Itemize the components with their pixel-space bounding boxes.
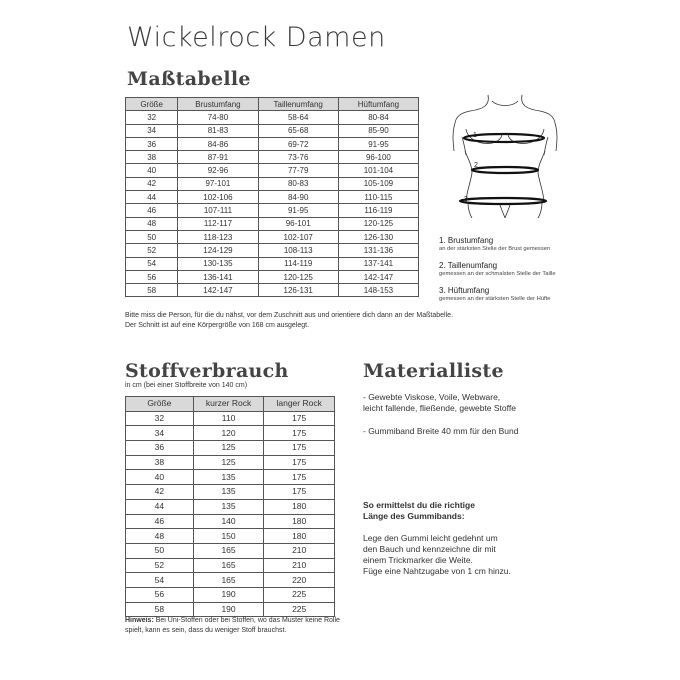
- table-cell: 190: [193, 602, 264, 617]
- table-cell: 46: [126, 204, 178, 217]
- table-row: [126, 499, 335, 514]
- table-cell: 77-79: [258, 164, 338, 177]
- table-cell: 120-125: [258, 270, 338, 283]
- marker-1: 1: [473, 132, 477, 139]
- table-cell: 44: [126, 191, 178, 204]
- column-header: Hüftumfang: [338, 98, 418, 111]
- table-cell: 190: [193, 587, 264, 602]
- table-cell: 114-119: [258, 257, 338, 270]
- table-cell: 210: [264, 558, 335, 573]
- table-cell: 44: [126, 499, 194, 514]
- marker-2: 2: [474, 162, 478, 169]
- materials-line: - Gummiband Breite 40 mm für den Bund: [363, 426, 519, 436]
- table-cell: 148-153: [338, 284, 418, 297]
- table-cell: 92-96: [178, 164, 258, 177]
- hint-line2: spielt, kann es sein, dass du weniger Stoff brauchst.: [125, 627, 287, 634]
- table-row: [126, 455, 335, 470]
- table-cell: 165: [193, 558, 264, 573]
- table-cell: 52: [126, 558, 194, 573]
- hint-label: Hinweis:: [125, 617, 154, 624]
- table-cell: 142-147: [178, 284, 258, 297]
- table-row: [126, 284, 419, 297]
- table-cell: 126-131: [258, 284, 338, 297]
- table-row: [126, 441, 335, 456]
- page-title: Wickelrock Damen: [127, 22, 386, 53]
- table-cell: 175: [264, 470, 335, 485]
- table-cell: 97-101: [178, 177, 258, 190]
- table-cell: 32: [126, 411, 194, 426]
- table-row: [126, 573, 335, 588]
- table-cell: 110-115: [338, 191, 418, 204]
- table-cell: 48: [126, 529, 194, 544]
- waist-line: [472, 167, 538, 173]
- column-header: Taillenumfang: [258, 98, 338, 111]
- table-cell: 42: [126, 177, 178, 190]
- table-cell: 116-119: [338, 204, 418, 217]
- legend-item: 1. Brustumfang an der stärksten Stelle der Brust gemessen: [439, 236, 551, 252]
- table-cell: 165: [193, 543, 264, 558]
- table-row: [126, 191, 419, 204]
- table-cell: 125: [193, 455, 264, 470]
- table-cell: 74-80: [178, 111, 258, 124]
- table-cell: 50: [126, 230, 178, 243]
- table-row: [126, 602, 335, 617]
- left-shoulder-outline: [455, 95, 488, 123]
- table-cell: 38: [126, 455, 194, 470]
- table-cell: 36: [126, 441, 194, 456]
- table-cell: 42: [126, 485, 194, 500]
- table-row: [126, 411, 335, 426]
- table-cell: 131-136: [338, 244, 418, 257]
- fabric-hint: [125, 616, 385, 636]
- table-cell: 135: [193, 485, 264, 500]
- table-cell: 46: [126, 514, 194, 529]
- table-cell: 137-141: [338, 257, 418, 270]
- table-cell: 73-76: [258, 151, 338, 164]
- table-row: [126, 485, 335, 500]
- table-cell: 118-123: [178, 230, 258, 243]
- table-cell: 34: [126, 426, 194, 441]
- figure-legend: [439, 236, 639, 303]
- table-row: [126, 164, 419, 177]
- table-cell: 180: [264, 499, 335, 514]
- hip-line: [460, 198, 546, 204]
- table-cell: 32: [126, 111, 178, 124]
- table-cell: 48: [126, 217, 178, 230]
- table-cell: 105-109: [338, 177, 418, 190]
- materials-line: - Gewebte Viskose, Voile, Webware,: [363, 392, 501, 402]
- table-cell: 140: [193, 514, 264, 529]
- table-cell: 58: [126, 284, 178, 297]
- column-header: kurzer Rock: [193, 397, 264, 412]
- table-row: [126, 177, 419, 190]
- table-row: [126, 151, 419, 164]
- legend-item: 3. Hüftumfang gemessen an der stärksten Stelle der Hüfte: [439, 286, 551, 302]
- size-table-note: [125, 311, 525, 331]
- column-header: Größe: [126, 397, 194, 412]
- table-cell: 91-95: [338, 137, 418, 150]
- table-row: [126, 244, 419, 257]
- table-cell: 81-83: [178, 124, 258, 137]
- right-shoulder-outline: [522, 95, 555, 123]
- table-cell: 225: [264, 587, 335, 602]
- table-cell: 120-125: [338, 217, 418, 230]
- table-cell: 165: [193, 573, 264, 588]
- table-cell: 91-95: [258, 204, 338, 217]
- column-header: langer Rock: [264, 397, 335, 412]
- table-cell: 125: [193, 441, 264, 456]
- size-table-heading: Maßtabelle: [127, 68, 251, 90]
- table-row: [126, 558, 335, 573]
- table-row: [126, 426, 335, 441]
- table-cell: 150: [193, 529, 264, 544]
- table-cell: 65-68: [258, 124, 338, 137]
- note-line: Bitte miss die Person, für die du nähst, vor dem Zuschnitt aus und orientiere dich dann an der Maßtabelle.: [125, 312, 454, 319]
- table-cell: 38: [126, 151, 178, 164]
- table-row: [126, 124, 419, 137]
- table-cell: 87-91: [178, 151, 258, 164]
- table-cell: 40: [126, 470, 194, 485]
- table-row: [126, 217, 419, 230]
- fabric-table-header-row: [126, 397, 335, 412]
- table-row: [126, 204, 419, 217]
- table-cell: 220: [264, 573, 335, 588]
- table-row: [126, 514, 335, 529]
- table-cell: 96-101: [258, 217, 338, 230]
- table-cell: 36: [126, 137, 178, 150]
- materials-list: [363, 392, 583, 437]
- table-cell: 110: [193, 411, 264, 426]
- table-cell: 108-113: [258, 244, 338, 257]
- table-cell: 58: [126, 602, 194, 617]
- table-cell: 175: [264, 455, 335, 470]
- size-table-body: [126, 111, 419, 297]
- fabric-table-subheading: in cm (bei einer Stoffbreite von 140 cm): [125, 382, 248, 389]
- table-cell: 56: [126, 270, 178, 283]
- table-cell: 54: [126, 573, 194, 588]
- table-cell: 102-106: [178, 191, 258, 204]
- table-cell: 130-135: [178, 257, 258, 270]
- table-cell: 80-84: [338, 111, 418, 124]
- table-cell: 180: [264, 514, 335, 529]
- hint-text: Bei Uni-Stoffen oder bei Stoffen, wo das Muster keine Rolle: [153, 617, 340, 624]
- table-cell: 135: [193, 499, 264, 514]
- table-cell: 96-100: [338, 151, 418, 164]
- table-cell: 84-90: [258, 191, 338, 204]
- table-row: [126, 270, 419, 283]
- materials-line: leicht fallende, fließende, gewebte Stoffe: [363, 403, 516, 413]
- size-table: [125, 97, 419, 297]
- fabric-table-body: [126, 411, 335, 617]
- table-row: [126, 529, 335, 544]
- materials-heading: Materialliste: [363, 360, 504, 382]
- fabric-table-heading: Stoffverbrauch: [125, 360, 289, 382]
- table-cell: 84-86: [178, 137, 258, 150]
- table-cell: 102-107: [258, 230, 338, 243]
- body-measurement-figure: [440, 93, 570, 218]
- table-row: [126, 137, 419, 150]
- column-header: Brustumfang: [178, 98, 258, 111]
- table-cell: 135: [193, 470, 264, 485]
- table-cell: 69-72: [258, 137, 338, 150]
- table-cell: 136-141: [178, 270, 258, 283]
- fabric-table: [125, 396, 335, 617]
- table-cell: 142-147: [338, 270, 418, 283]
- elastic-heading: So ermittelst du die richtige Länge des Gummibands:: [363, 500, 475, 521]
- table-cell: 54: [126, 257, 178, 270]
- table-cell: 50: [126, 543, 194, 558]
- table-cell: 56: [126, 587, 194, 602]
- table-cell: 58-64: [258, 111, 338, 124]
- table-cell: 175: [264, 441, 335, 456]
- table-cell: 210: [264, 543, 335, 558]
- table-row: [126, 470, 335, 485]
- elastic-instructions: Lege den Gummi leicht gedehnt um den Bauch und kennzeichne dir mit einem Trickmarker die Weite. Füge eine Nahtzugabe von 1 cm hinzu.: [363, 533, 511, 576]
- table-row: [126, 543, 335, 558]
- table-cell: 112-117: [178, 217, 258, 230]
- legend-item: 2. Taillenumfang gemessen an der schmalsten Stelle der Taille: [439, 261, 556, 277]
- note-line: Der Schnitt ist auf eine Körpergröße von 168 cm ausgelegt.: [125, 322, 310, 329]
- table-cell: 101-104: [338, 164, 418, 177]
- table-cell: 180: [264, 529, 335, 544]
- table-cell: 175: [264, 411, 335, 426]
- table-cell: 52: [126, 244, 178, 257]
- table-cell: 120: [193, 426, 264, 441]
- table-cell: 175: [264, 426, 335, 441]
- table-cell: 126-130: [338, 230, 418, 243]
- table-cell: 225: [264, 602, 335, 617]
- table-cell: 124-129: [178, 244, 258, 257]
- table-cell: 40: [126, 164, 178, 177]
- table-row: [126, 587, 335, 602]
- table-cell: 175: [264, 485, 335, 500]
- table-row: [126, 111, 419, 124]
- size-table-header-row: [126, 98, 419, 111]
- table-row: [126, 230, 419, 243]
- table-cell: 85-90: [338, 124, 418, 137]
- table-cell: 34: [126, 124, 178, 137]
- table-cell: 107-111: [178, 204, 258, 217]
- marker-3: 3: [464, 196, 468, 203]
- table-cell: 80-83: [258, 177, 338, 190]
- column-header: Größe: [126, 98, 178, 111]
- table-row: [126, 257, 419, 270]
